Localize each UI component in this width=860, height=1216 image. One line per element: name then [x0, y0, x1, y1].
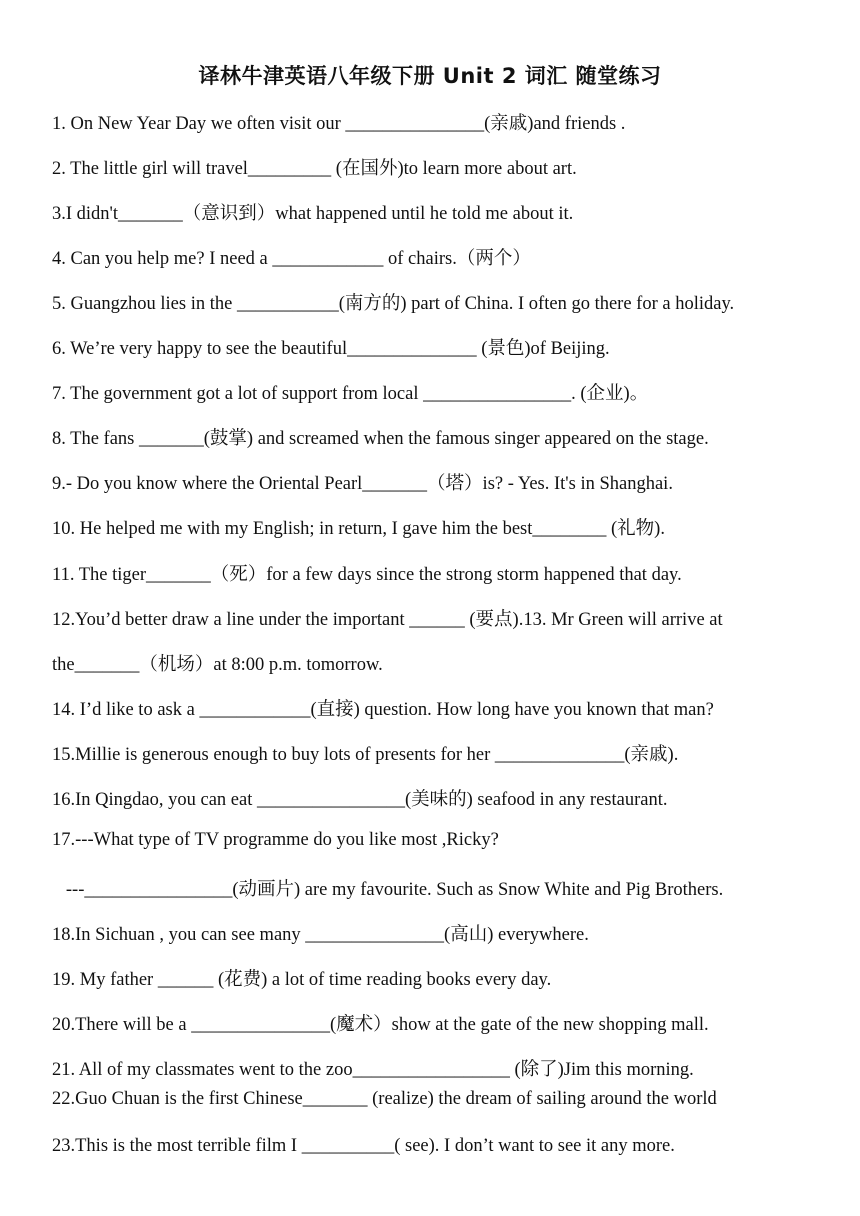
exercise-23: 23.This is the most terrible film I __________( see). I don’t want to see it any more.: [52, 1136, 675, 1156]
exercise-6: 6. We’re very happy to see the beautiful______________ (景色)of Beijing.: [52, 339, 610, 359]
exercise-16: 16.In Qingdao, you can eat ________________(美味的) seafood in any restaurant.: [52, 790, 668, 810]
exercise-21: 21. All of my classmates went to the zoo_________________ (除了)Jim this morning.: [52, 1060, 694, 1080]
exercise-14: 14. I’d like to ask a ____________(直接) question. How long have you known that man?: [52, 700, 714, 720]
exercise-17-question: 17.---What type of TV programme do you like most ,Ricky?: [52, 830, 499, 850]
exercise-17-answer: ---________________(动画片) are my favourite. Such as Snow White and Pig Brothers.: [52, 880, 724, 900]
exercise-2: 2. The little girl will travel_________ (在国外)to learn more about art.: [52, 159, 577, 179]
page-title: 译林牛津英语八年级下册 Unit 2 词汇 随堂练习: [198, 64, 662, 88]
exercise-12: 12.You’d better draw a line under the important ______ (要点).13. Mr Green will arrive at: [52, 610, 723, 630]
exercise-8: 8. The fans _______(鼓掌) and screamed when the famous singer appeared on the stage.: [52, 429, 709, 449]
exercise-11: 11. The tiger_______（死）for a few days since the strong storm happened that day.: [52, 565, 682, 585]
exercise-5: 5. Guangzhou lies in the ___________(南方的) part of China. I often go there for a holiday.: [52, 294, 735, 314]
exercise-22: 22.Guo Chuan is the first Chinese_______ (realize) the dream of sailing around the world: [52, 1089, 717, 1109]
exercise-13: the_______（机场）at 8:00 p.m. tomorrow.: [52, 655, 383, 675]
exercise-7: 7. The government got a lot of support from local ________________. (企业)。: [52, 384, 649, 404]
exercise-19: 19. My father ______ (花费) a lot of time reading books every day.: [52, 970, 552, 990]
exercise-4: 4. Can you help me? I need a ____________ of chairs.（两个）: [52, 249, 531, 269]
exercise-9: 9.- Do you know where the Oriental Pearl_______（塔）is? - Yes. It's in Shanghai.: [52, 474, 673, 494]
exercise-20: 20.There will be a _______________(魔术）show at the gate of the new shopping mall.: [52, 1015, 709, 1035]
exercise-3: 3.I didn't_______（意识到）what happened until he told me about it.: [52, 204, 574, 224]
exercise-10: 10. He helped me with my English; in return, I gave him the best________ (礼物).: [52, 519, 665, 539]
exercise-1: 1. On New Year Day we often visit our _______________(亲戚)and friends .: [52, 114, 626, 134]
exercise-15: 15.Millie is generous enough to buy lots of presents for her ______________(亲戚).: [52, 745, 679, 765]
exercise-18: 18.In Sichuan , you can see many _______________(高山) everywhere.: [52, 925, 589, 945]
